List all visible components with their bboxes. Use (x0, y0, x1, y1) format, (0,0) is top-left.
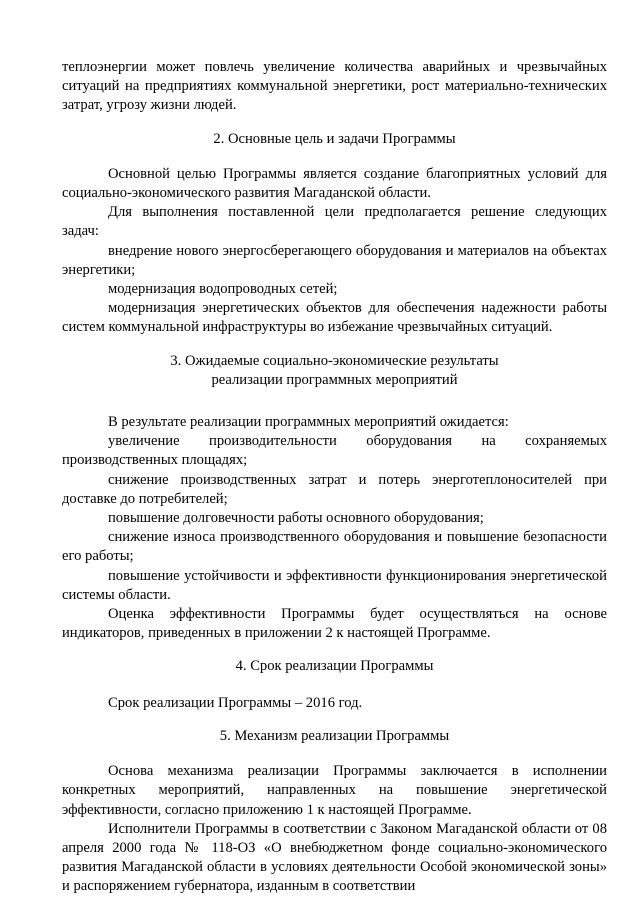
paragraph: Исполнители Программы в соответствии с Законом Магаданской области от 08 апреля 2000 года № 118-ОЗ «О внебюджетном фонде социально-экономического развития Магаданской области в условиях деятельности Особой экономической зоны» и распоряжением губернатора, изданным в соответствии (62, 820, 607, 895)
paragraph: Для выполнения поставленной цели предполагается решение следующих задач: (62, 204, 607, 240)
section-3-heading-line-2: реализации программных мероприятий (211, 371, 458, 388)
list-item: повышение долговечности работы основного оборудования; (108, 510, 484, 527)
section-3-heading-line-1: 3. Ожидаемые социально-экономические результаты (170, 352, 499, 369)
section-4-body (62, 694, 607, 713)
list-item: снижение износа производственного оборудования и повышение безопасности его работы; (62, 529, 607, 565)
intro-block (62, 58, 607, 116)
paragraph: Основа механизма реализации Программы заключается в исполнении конкретных мероприятий, направленных на повышение энергетической эффективности, согласно приложению 1 к настоящей Программе. (62, 763, 607, 818)
section-2-heading: 2. Основные цель и задачи Программы (213, 130, 456, 147)
section-3-heading (62, 352, 607, 390)
paragraph: Оценка эффективности Программы будет осуществляться на основе индикаторов, приведенных в приложении 2 к настоящей Программе. (62, 606, 607, 642)
list-item: внедрение нового энергосберегающего оборудования и материалов на объектах энергетики; (62, 242, 607, 278)
paragraph: Срок реализации Программы – 2016 год. (108, 694, 363, 711)
section-3-body (62, 413, 607, 643)
list-item: снижение производственных затрат и потерь энерготеплоносителей при доставке до потребителей; (62, 471, 607, 507)
paragraph: Основной целью Программы является создание благоприятных условий для социально-экономического развития Магаданской области. (62, 165, 607, 202)
section-5-body (62, 762, 607, 896)
list-item: модернизация водопроводных сетей; (108, 281, 338, 298)
paragraph: теплоэнергии может повлечь увеличение количества аварийных и чрезвычайных ситуаций на предприятиях коммунальной энергетики, рост материально-технических затрат, угрозу жизни людей. (62, 59, 607, 114)
list-item: увеличение производительности оборудования на сохраняемых производственных площадях; (62, 433, 607, 469)
section-2-body (62, 165, 607, 338)
section-5-heading: 5. Механизм реализации Программы (219, 727, 450, 744)
list-item: повышение устойчивости и эффективности функционирования энергетической системы области. (62, 567, 607, 603)
list-item: модернизация энергетических объектов для обеспечения надежности работы систем коммунальной инфраструктуры во избежание чрезвычайных ситуаций. (62, 300, 607, 336)
section-4-heading: 4. Срок реализации Программы (235, 658, 434, 675)
paragraph: В результате реализации программных мероприятий ожидается: (108, 414, 509, 431)
